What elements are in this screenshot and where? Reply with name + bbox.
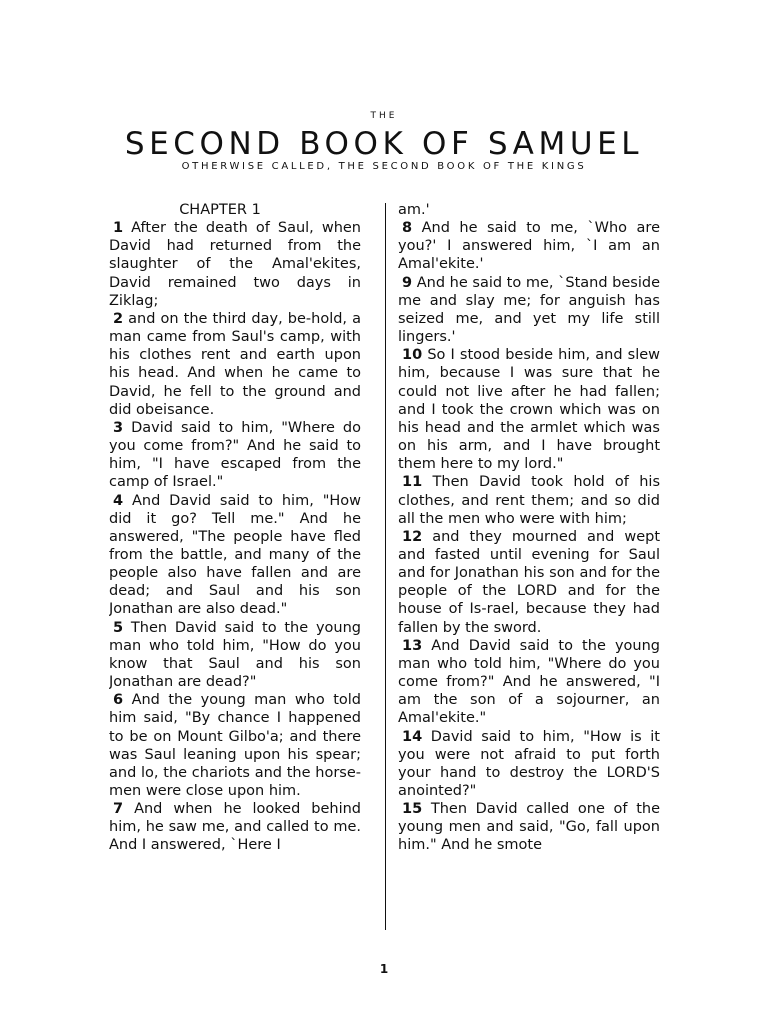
verse <box>398 800 660 854</box>
verse <box>398 346 660 473</box>
verse-text: And when he looked behind him, he saw me, and called to me. And I answered, `Here I <box>109 801 361 854</box>
verse <box>109 619 361 692</box>
verse-text: Then David said to the young man who told him, "How do you know that Saul and his son Jonathan are dead?" <box>109 619 361 691</box>
verse <box>398 219 660 273</box>
title-article: THE <box>370 111 398 121</box>
verse-number: 14 <box>402 728 423 745</box>
verse-number: 5 <box>113 619 124 636</box>
verse-number: 12 <box>402 528 423 545</box>
left-column <box>109 201 361 931</box>
verse-text: David said to him, "How is it you were not afraid to put forth your hand to destroy the LORD'S anointed?" <box>398 728 660 799</box>
verse-text: And the young man who told him said, "By chance I happened to be on Mount Gilbo'a; and there was Saul leaning upon his spear; and lo, the chariots and the horse-men were close upon him. <box>109 692 361 799</box>
verse-number: 9 <box>402 274 413 291</box>
verse <box>109 419 361 492</box>
verse-text: and on the third day, be-hold, a man came from Saul's camp, with his clothes rent and earth upon his head. And when he came to David, he fell to the ground and did obeisance. <box>109 310 361 418</box>
verse <box>398 728 660 801</box>
verse <box>109 310 361 419</box>
verse-number: 15 <box>402 801 423 818</box>
book-subtitle: OTHERWISE CALLED, THE SECOND BOOK OF THE KINGS <box>181 161 587 172</box>
right-column <box>398 201 660 931</box>
verse-number: 7 <box>113 801 124 818</box>
verse <box>109 800 361 854</box>
book-title: SECOND BOOK OF SAMUEL <box>124 126 644 162</box>
verse-text: Then David took hold of his clothes, and rent them; and so did all the men who were with him; <box>398 474 660 527</box>
verse-text: David said to him, "Where do you come from?" And he said to him, "I have escaped from the camp of Israel." <box>109 419 361 491</box>
verse-text: After the death of Saul, when David had returned from the slaughter of the Amal'ekites, David remained two days in Ziklag; <box>109 220 361 309</box>
verse-text: And David said to the young man who told him, "Where do you come from?" And he answered, "I am the son of a sojourner, an Amal'ekite." <box>398 637 660 727</box>
verse-number: 3 <box>113 419 124 436</box>
verse <box>109 219 361 310</box>
verse <box>398 274 660 347</box>
verse-number: 1 <box>113 220 124 237</box>
verse-text: And he said to me, `Who are you?' I answered him, `I am an Amal'ekite.' <box>398 220 660 273</box>
verse <box>109 691 361 800</box>
verse <box>398 637 660 728</box>
verse-number: 10 <box>402 347 423 364</box>
verse <box>398 473 660 527</box>
verse-number: 4 <box>113 492 124 509</box>
verse-number: 6 <box>113 692 124 709</box>
verse-text: Then David called one of the young men and said, "Go, fall upon him." And he smote <box>398 801 660 854</box>
verse-continuation: am.' <box>398 202 430 218</box>
page-number: 1 <box>379 962 389 976</box>
verse-text: So I stood beside him, and slew him, because I was sure that he could not live after he had fallen; and I took the crown which was on his head and the armlet which was on his arm, and I have brought them here to my lord." <box>398 347 660 473</box>
chapter-heading: CHAPTER 1 <box>179 202 261 218</box>
verse-text: and they mourned and wept and fasted until evening for Saul and for Jonathan his son and for the people of the LORD and for the house of Is-rael, because they had fallen by the sword. <box>398 528 660 636</box>
verse-number: 11 <box>402 474 423 491</box>
verse <box>398 528 660 637</box>
verse-text: And David said to him, "How did it go? Tell me." And he answered, "The people have fled from the battle, and many of the people also have fallen and are dead; and Saul and his son Jonathan are also dead." <box>109 492 361 618</box>
verse-number: 13 <box>402 637 423 654</box>
verse-number: 2 <box>113 310 124 327</box>
verse-text: And he said to me, `Stand beside me and slay me; for anguish has seized me, and yet my life still lingers.' <box>398 274 660 346</box>
column-divider <box>385 203 386 930</box>
verse <box>109 492 361 619</box>
verse-number: 8 <box>402 220 413 237</box>
